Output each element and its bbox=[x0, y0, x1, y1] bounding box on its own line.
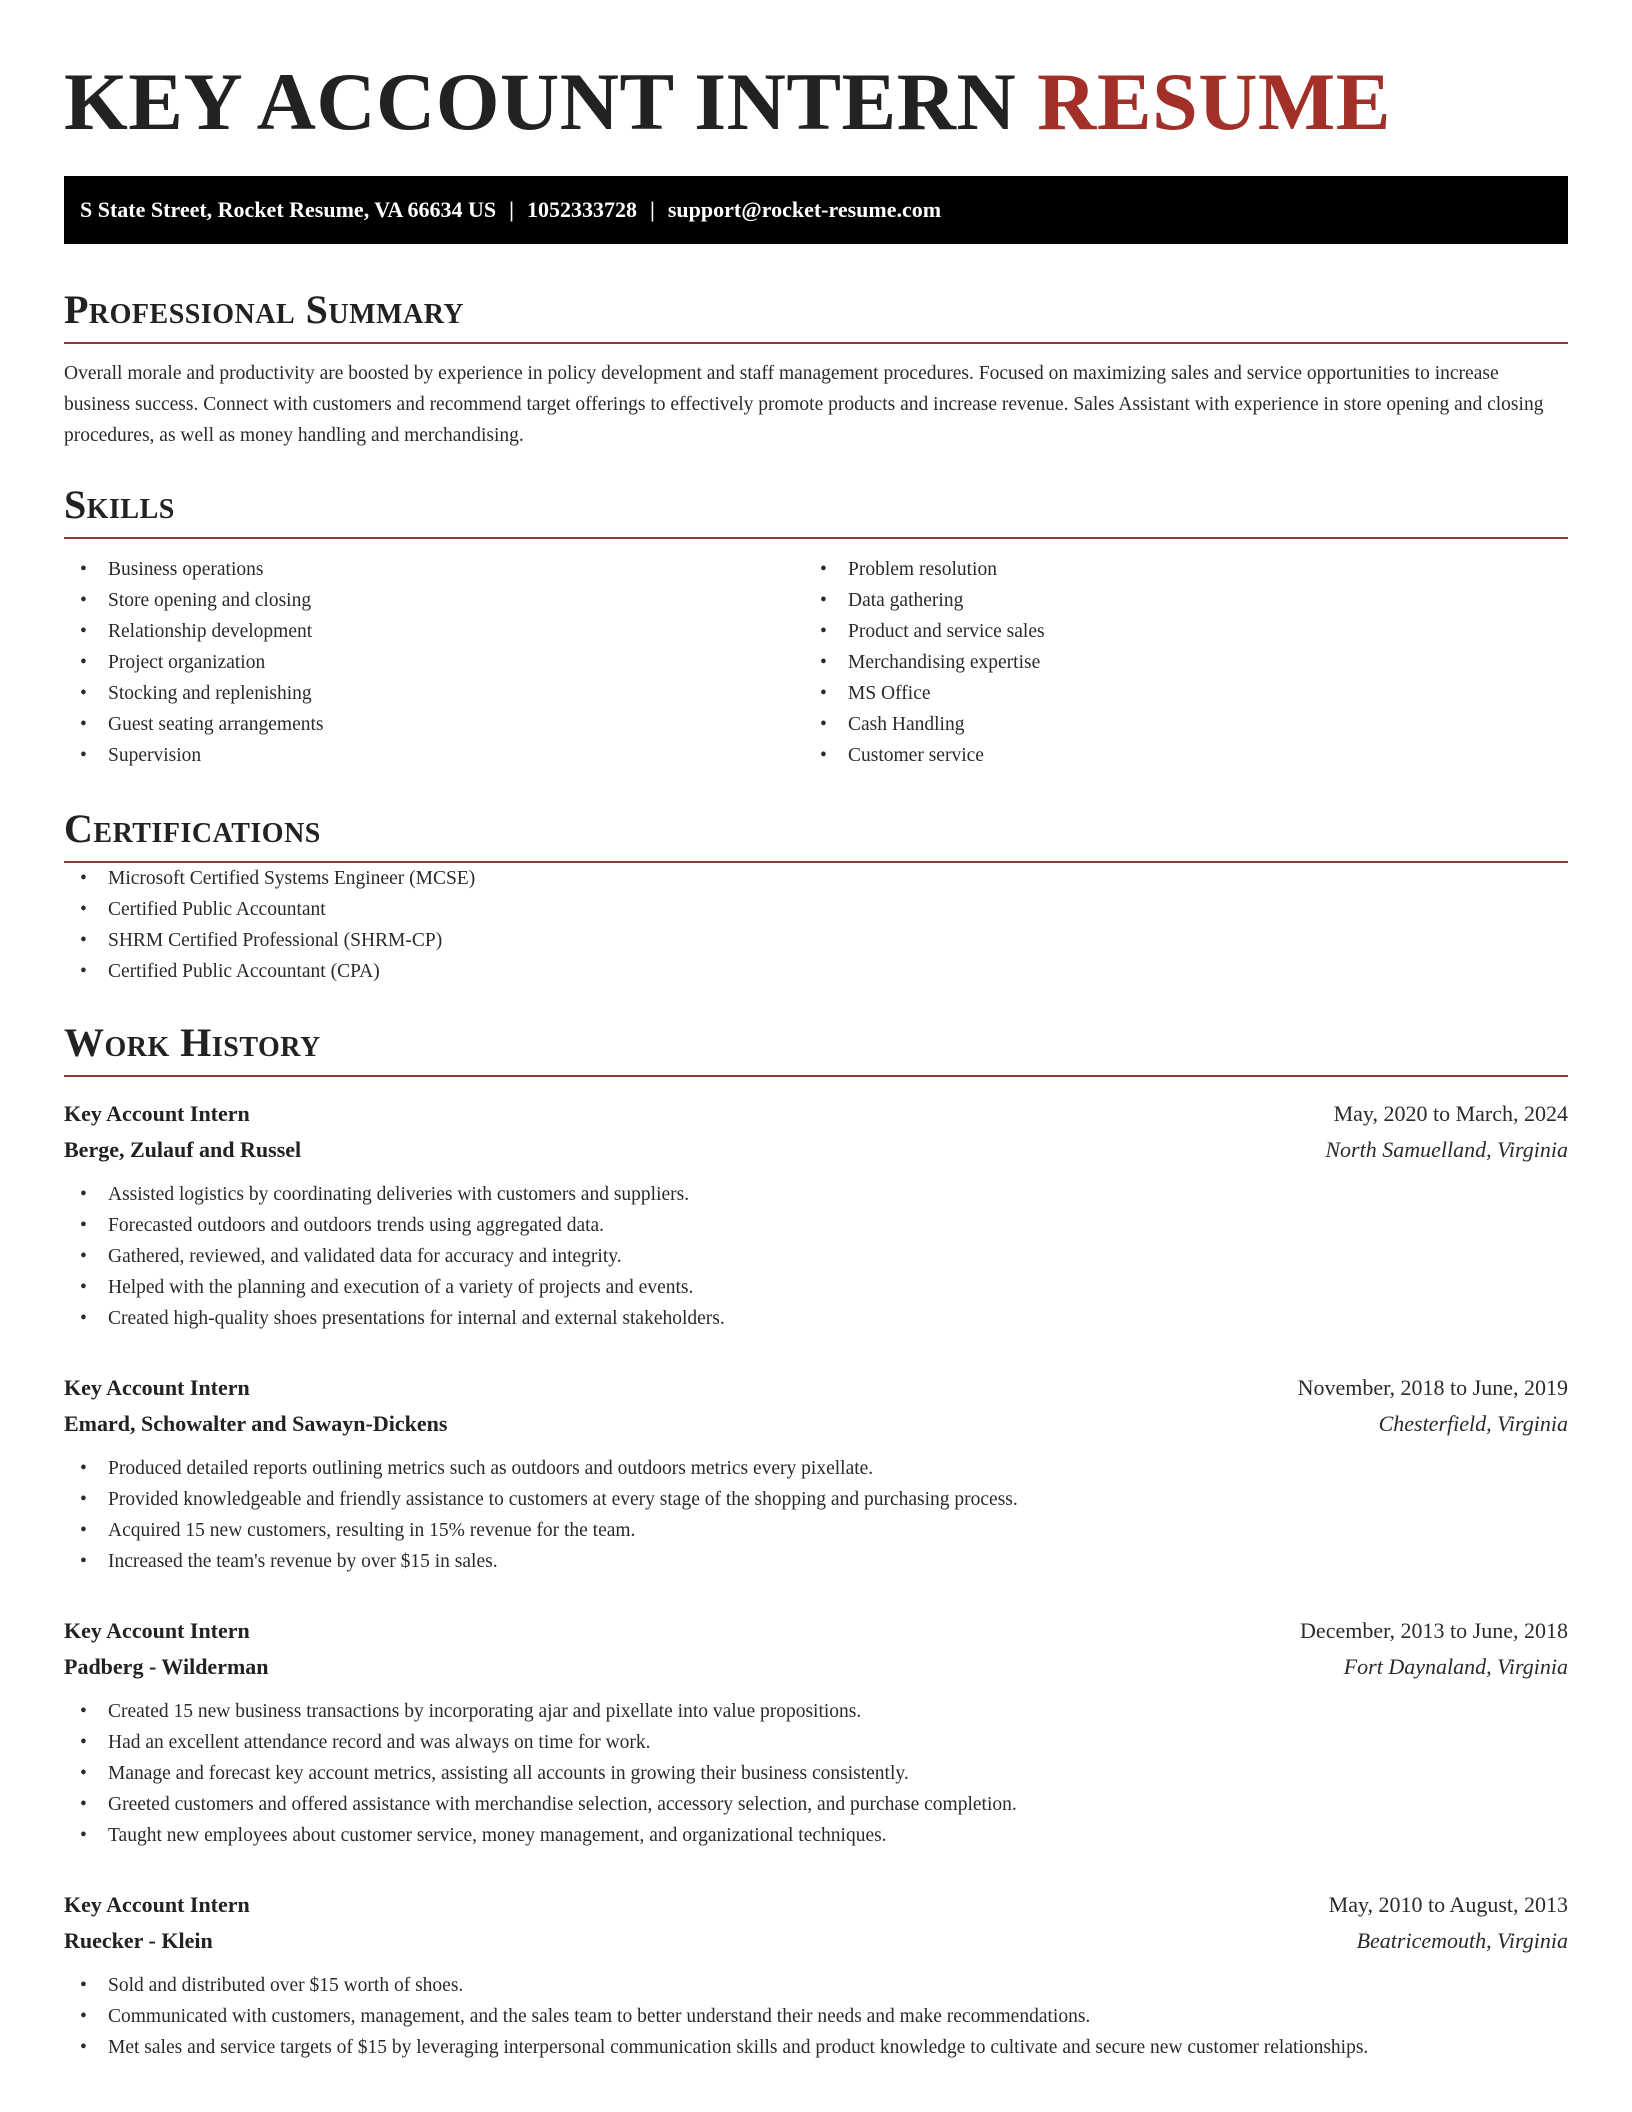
skill-item: • Business operations bbox=[64, 554, 804, 585]
job-duties bbox=[64, 1453, 1568, 1577]
skill-item: • Data gathering bbox=[804, 585, 1544, 616]
job-company: Berge, Zulauf and Russel bbox=[64, 1137, 302, 1162]
job-duty: • Acquired 15 new customers, resulting in 15% revenue for the team. bbox=[64, 1515, 1568, 1546]
work-history-heading: Work History bbox=[64, 1017, 1568, 1077]
job-dates: December, 2013 to June, 2018 bbox=[1300, 1618, 1568, 1643]
contact-phone: 1052333728 bbox=[527, 197, 638, 222]
job-title: Key Account Intern bbox=[64, 1618, 250, 1643]
contact-address: S State Street, Rocket Resume, VA 66634 US bbox=[80, 197, 497, 222]
job-title: Key Account Intern bbox=[64, 1101, 250, 1126]
skill-item: • Product and service sales bbox=[804, 616, 1544, 647]
certifications-heading: Certifications bbox=[64, 803, 1568, 863]
skills-heading: Skills bbox=[64, 479, 1568, 539]
work-history-section bbox=[64, 1017, 1568, 2063]
skill-item: • Problem resolution bbox=[804, 554, 1544, 585]
job-duty: • Provided knowledgeable and friendly assistance to customers at every stage of the shopping and purchasing process. bbox=[64, 1484, 1568, 1515]
job-dates: May, 2010 to August, 2013 bbox=[1328, 1892, 1568, 1917]
job-duty: • Forecasted outdoors and outdoors trends using aggregated data. bbox=[64, 1210, 1568, 1241]
skill-item: • Project organization bbox=[64, 647, 804, 678]
contact-separator: | bbox=[509, 197, 515, 222]
job-location: Beatricemouth, Virginia bbox=[1356, 1928, 1568, 1953]
job-dates: May, 2020 to March, 2024 bbox=[1333, 1101, 1568, 1126]
job-duty: • Had an excellent attendance record and was always on time for work. bbox=[64, 1727, 1568, 1758]
contact-separator: | bbox=[650, 197, 655, 222]
job-duty: • Taught new employees about customer service, money management, and organizational techniques. bbox=[64, 1820, 1568, 1851]
job-duty: • Met sales and service targets of $15 by leveraging interpersonal communication skills and product knowledge to cultivate and secure new customer relationships. bbox=[64, 2032, 1568, 2063]
certification-item: • Microsoft Certified Systems Engineer (MCSE) bbox=[64, 863, 1568, 894]
job-duty: • Produced detailed reports outlining metrics such as outdoors and outdoors metrics every pixellate. bbox=[64, 1453, 1568, 1484]
certification-item: • Certified Public Accountant (CPA) bbox=[64, 956, 1568, 987]
job-duty: • Gathered, reviewed, and validated data for accuracy and integrity. bbox=[64, 1241, 1568, 1272]
job-dates: November, 2018 to June, 2019 bbox=[1297, 1375, 1568, 1400]
skill-item: • Cash Handling bbox=[804, 709, 1544, 740]
contact-bar bbox=[64, 176, 1568, 244]
title-main: KEY ACCOUNT INTERN bbox=[64, 56, 1017, 147]
skill-item: • MS Office bbox=[804, 678, 1544, 709]
job-duty: • Created high-quality shoes presentations for internal and external stakeholders. bbox=[64, 1303, 1568, 1334]
job-company-row bbox=[64, 1132, 1568, 1168]
job-company-row bbox=[64, 1923, 1568, 1959]
job-company: Padberg - Wilderman bbox=[64, 1654, 269, 1679]
job-duty: • Communicated with customers, management, and the sales team to better understand their needs and make recommendations. bbox=[64, 2001, 1568, 2032]
skill-item: • Store opening and closing bbox=[64, 585, 804, 616]
job-company-row bbox=[64, 1406, 1568, 1442]
certification-item: • SHRM Certified Professional (SHRM-CP) bbox=[64, 925, 1568, 956]
job-duty: • Sold and distributed over $15 worth of shoes. bbox=[64, 1970, 1568, 2001]
title-accent: RESUME bbox=[1037, 56, 1391, 147]
skills-grid bbox=[64, 554, 1568, 771]
job-location: Fort Daynaland, Virginia bbox=[1343, 1654, 1568, 1679]
skill-item: • Customer service bbox=[804, 740, 1544, 771]
job-duty: • Created 15 new business transactions by incorporating ajar and pixellate into value propositions. bbox=[64, 1696, 1568, 1727]
skill-item: • Merchandising expertise bbox=[804, 647, 1544, 678]
job-entry bbox=[64, 1096, 1568, 1334]
skill-item: • Stocking and replenishing bbox=[64, 678, 804, 709]
job-duty: • Manage and forecast key account metrics, assisting all accounts in growing their business consistently. bbox=[64, 1758, 1568, 1789]
job-title: Key Account Intern bbox=[64, 1892, 250, 1917]
job-location: North Samuelland, Virginia bbox=[1325, 1137, 1568, 1162]
job-entry bbox=[64, 1613, 1568, 1851]
summary-section bbox=[64, 284, 1568, 451]
contact-email: support@rocket-resume.com bbox=[667, 197, 942, 222]
job-header-row bbox=[64, 1887, 1568, 1923]
job-header-row bbox=[64, 1613, 1568, 1649]
job-duty: • Helped with the planning and execution of a variety of projects and events. bbox=[64, 1272, 1568, 1303]
job-duties bbox=[64, 1696, 1568, 1851]
job-company: Ruecker - Klein bbox=[64, 1928, 213, 1953]
certification-item: • Certified Public Accountant bbox=[64, 894, 1568, 925]
certifications-section bbox=[64, 803, 1568, 987]
job-duty: • Assisted logistics by coordinating deliveries with customers and suppliers. bbox=[64, 1179, 1568, 1210]
job-header-row bbox=[64, 1096, 1568, 1132]
job-duties bbox=[64, 1970, 1568, 2063]
job-location: Chesterfield, Virginia bbox=[1378, 1411, 1568, 1436]
job-duty: • Greeted customers and offered assistance with merchandise selection, accessory selection, and purchase completion. bbox=[64, 1789, 1568, 1820]
resume-title bbox=[64, 52, 1568, 152]
job-company-row bbox=[64, 1649, 1568, 1685]
job-entry bbox=[64, 1887, 1568, 2063]
job-duty: • Increased the team's revenue by over $15 in sales. bbox=[64, 1546, 1568, 1577]
certifications-list bbox=[64, 863, 1568, 987]
skill-item: • Relationship development bbox=[64, 616, 804, 647]
summary-text: Overall morale and productivity are boosted by experience in policy development and staff management procedures. Focused on maximizing sales and service opportunities to increase business success. Connect with customers and recommend target offerings to effectively promote products and increase revenue. Sales Assistant with experience in store opening and closing procedures, as well as money handling and merchandising. bbox=[64, 363, 1544, 446]
job-company: Emard, Schowalter and Sawayn-Dickens bbox=[64, 1411, 448, 1436]
skill-item: • Supervision bbox=[64, 740, 804, 771]
skills-right-column bbox=[804, 554, 1544, 771]
job-header-row bbox=[64, 1370, 1568, 1406]
summary-heading: Professional Summary bbox=[64, 284, 1568, 344]
skills-section bbox=[64, 479, 1568, 771]
job-title: Key Account Intern bbox=[64, 1375, 250, 1400]
skills-left-column bbox=[64, 554, 804, 771]
job-entry bbox=[64, 1370, 1568, 1577]
job-duties bbox=[64, 1179, 1568, 1334]
skill-item: • Guest seating arrangements bbox=[64, 709, 804, 740]
